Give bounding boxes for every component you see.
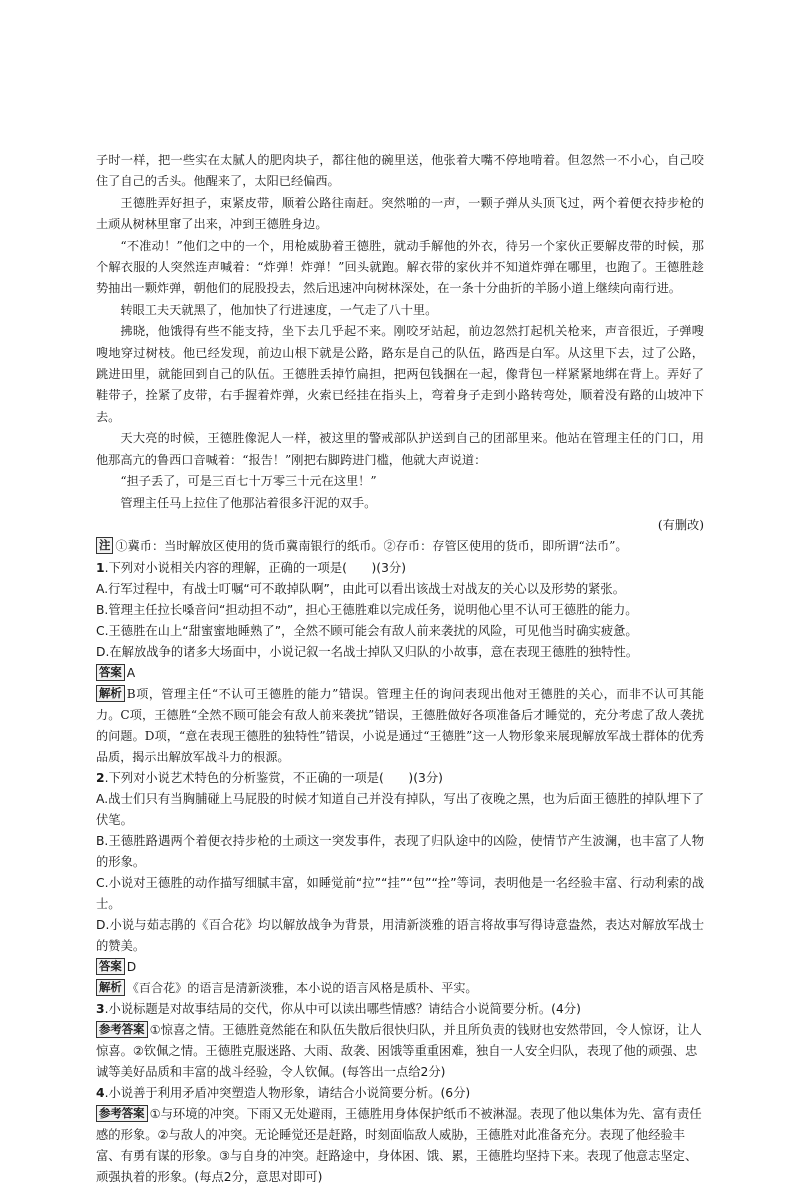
- answer-tag: 答案: [96, 664, 125, 681]
- reference-answer-tag: 参考答案: [96, 1105, 148, 1122]
- page: [96, 150, 704, 1188]
- note-tag: 注: [96, 537, 113, 554]
- explanation: 解析 《百合花》的语言是清新淡雅，本小说的语言风格是质朴、平实。: [96, 978, 704, 999]
- reference-answer: 参考答案 ①惊喜之情。王德胜竟然能在和队伍失散后很快归队，并且所负责的钱财也安然带回，令人惊讶，让人惊喜。②钦佩之情。王德胜克服迷路、大雨、敌袭、困饿等重重困难，独自一人安全归队，表现了他的顽强、忠诚等美好品质和丰富的战斗经验，令人钦佩。(每答出一点给2分): [96, 1021, 702, 1079]
- answer: 答案 D: [96, 957, 704, 978]
- reference-answer: 参考答案 ①与环境的冲突。下雨又无处避雨，王德胜用身体保护纸币不被淋湿。表现了他以集体为先、富有责任感的形象。②与敌人的冲突。无论睡觉还是赶路，时刻面临敌人威胁，王德胜对此准备充分。表现了他经验丰富、有勇有谋的形象。③与自身的冲突。赶路途中，身体困、饿、累，王德胜均坚持下来。表现了他意志坚定、顽强执着的形象。(每点2分，意思对即可): [96, 1105, 702, 1184]
- source-note: (有删改): [657, 517, 704, 532]
- question-3: [96, 999, 704, 1083]
- option-c: C.王德胜在山上“甜蜜蜜地睡熟了”，全然不顾可能会有敌人前来袭扰的风险，可见他当时确实疲惫。: [96, 623, 638, 638]
- question-stem: 3.小说标题是对故事结局的交代，你从中可以读出哪些情感？请结合小说简要分析。(4分): [96, 1001, 581, 1016]
- question-stem: 4.小说善于利用矛盾冲突塑造人物形象，请结合小说简要分析。(6分): [96, 1085, 471, 1100]
- story-paragraph: 转眼工夫天就黑了，他加快了行进速度，一气走了八十里。: [120, 302, 438, 317]
- story-paragraph: “不准动！”他们之中的一个，用枪威胁着王德胜，就动手解他的外衣，待另一个家伙正要解皮带的时候，那个解衣服的人突然连声喊着：“炸弹！炸弹！”回头就跑。解衣带的家伙并不知道炸弹在哪里，也跑了。王德胜趁势抽出一颗炸弹，朝他们的屁股投去，然后迅速冲向树林深处，在一条十分曲折的羊肠小道上继续向南行进。: [96, 238, 704, 296]
- question-stem: 2.下列对小说艺术特色的分析鉴赏，不正确的一项是( )(3分): [96, 770, 443, 785]
- question-2: [96, 768, 704, 999]
- explanation-tag: 解析: [96, 685, 125, 702]
- option-a: A.行军过程中，有战士叮嘱“可不敢掉队啊”，由此可以看出该战士对战友的关心以及形势的紧张。: [96, 581, 626, 596]
- story-passage: [96, 150, 704, 514]
- option-b: B.管理主任拉长嗓音问“担动担不动”，担心王德胜难以完成任务，说明他心里不认可王德胜的能力。: [96, 602, 638, 617]
- option-c: C.小说对王德胜的动作描写细腻丰富，如睡觉前“拉”“挂”“包”“拴”等词，表明他是一名经验丰富、行动利索的战士。: [96, 875, 704, 911]
- story-paragraph: 天大亮的时候，王德胜像泥人一样，被这里的警戒部队护送到自己的团部里来。他站在管理主任的门口，用他那高亢的鲁西口音喊着：“报告！”刚把右脚跨进门槛，他就大声说道：: [96, 431, 704, 467]
- question-1: [96, 558, 704, 768]
- question-stem: 1.下列对小说相关内容的理解，正确的一项是( )(3分): [96, 560, 407, 575]
- note-text: ①冀币：当时解放区使用的货币冀南银行的纸币。②存币：存管区使用的货币，即所谓“法币”。: [115, 539, 628, 554]
- story-paragraph: 管理主任马上拉住了他那沾着很多汗泥的双手。: [120, 495, 377, 510]
- answer: 答案 A: [96, 663, 704, 684]
- explanation: 解析 B项，管理主任“不认可王德胜的能力”错误。管理主任的询问表现出他对王德胜的关心，而非不认可其能力。C项，王德胜“全然不顾可能会有敌人前来袭扰”错误，王德胜做好各项准备后才睡觉的，充分考虑了敌人袭扰的问题。D项，“意在表现王德胜的独特性”错误，小说是通过“王德胜”这一人物形象来展现解放军战士群体的优秀品质，揭示出解放军战斗力的根源。: [96, 685, 704, 764]
- story-paragraph: 王德胜弄好担子，束紧皮带，顺着公路往南赶。突然啪的一声，一颗子弹从头顶飞过，两个着便衣持步枪的土顽从树林里窜了出来，冲到王德胜身边。: [96, 195, 704, 232]
- option-d: D.小说与茹志鹃的《百合花》均以解放战争为背景，用清新淡雅的语言将故事写得诗意盎然，表达对解放军战士的赞美。: [96, 917, 704, 953]
- option-d: D.在解放战争的诸多大场面中，小说记叙一名战士掉队又归队的小故事，意在表现王德胜的独特性。: [96, 644, 639, 659]
- question-4: [96, 1083, 704, 1188]
- story-paragraph: “担子丢了，可是三百七十万零三十元在这里！”: [120, 474, 377, 489]
- option-a: A.战士们只有当胸脯碰上马屁股的时候才知道自己并没有掉队，写出了夜晚之黑，也为后面王德胜的掉队埋下了伏笔。: [96, 791, 704, 827]
- story-paragraph: 子时一样，把一些实在太腻人的肥肉块子，都往他的碗里送，他张着大嘴不停地啃着。但忽然一不小心，自己咬住了自己的舌头。他醒来了，太阳已经偏西。: [96, 153, 704, 189]
- reference-answer-tag: 参考答案: [96, 1021, 148, 1038]
- story-paragraph: 拂晓，他饿得有些不能支持，坐下去几乎起不来。刚咬牙站起，前边忽然打起机关枪来，声音很近，子弹嗖嗖地穿过树枝。他已经发现，前边山根下就是公路，路东是自己的队伍，路西是白军。从这里下去，过了公路，跳进田里，就能回到自己的队伍。王德胜丢掉竹扁担，把两包钱捆在一起，像背包一样紧紧地绑在背上。弄好了鞋带子，拴紧了皮带，右手握着炸弹，火索已经挂在指头上，弯着身子走到小路转弯处，顺着没有路的山坡冲下去。: [96, 324, 704, 424]
- option-b: B.王德胜路遇两个着便衣持步枪的土顽这一突发事件，表现了归队途中的凶险，使情节产生波澜，也丰富了人物的形象。: [96, 833, 704, 869]
- footnote: [96, 536, 704, 557]
- explanation-tag: 解析: [96, 979, 125, 996]
- answer-tag: 答案: [96, 958, 125, 975]
